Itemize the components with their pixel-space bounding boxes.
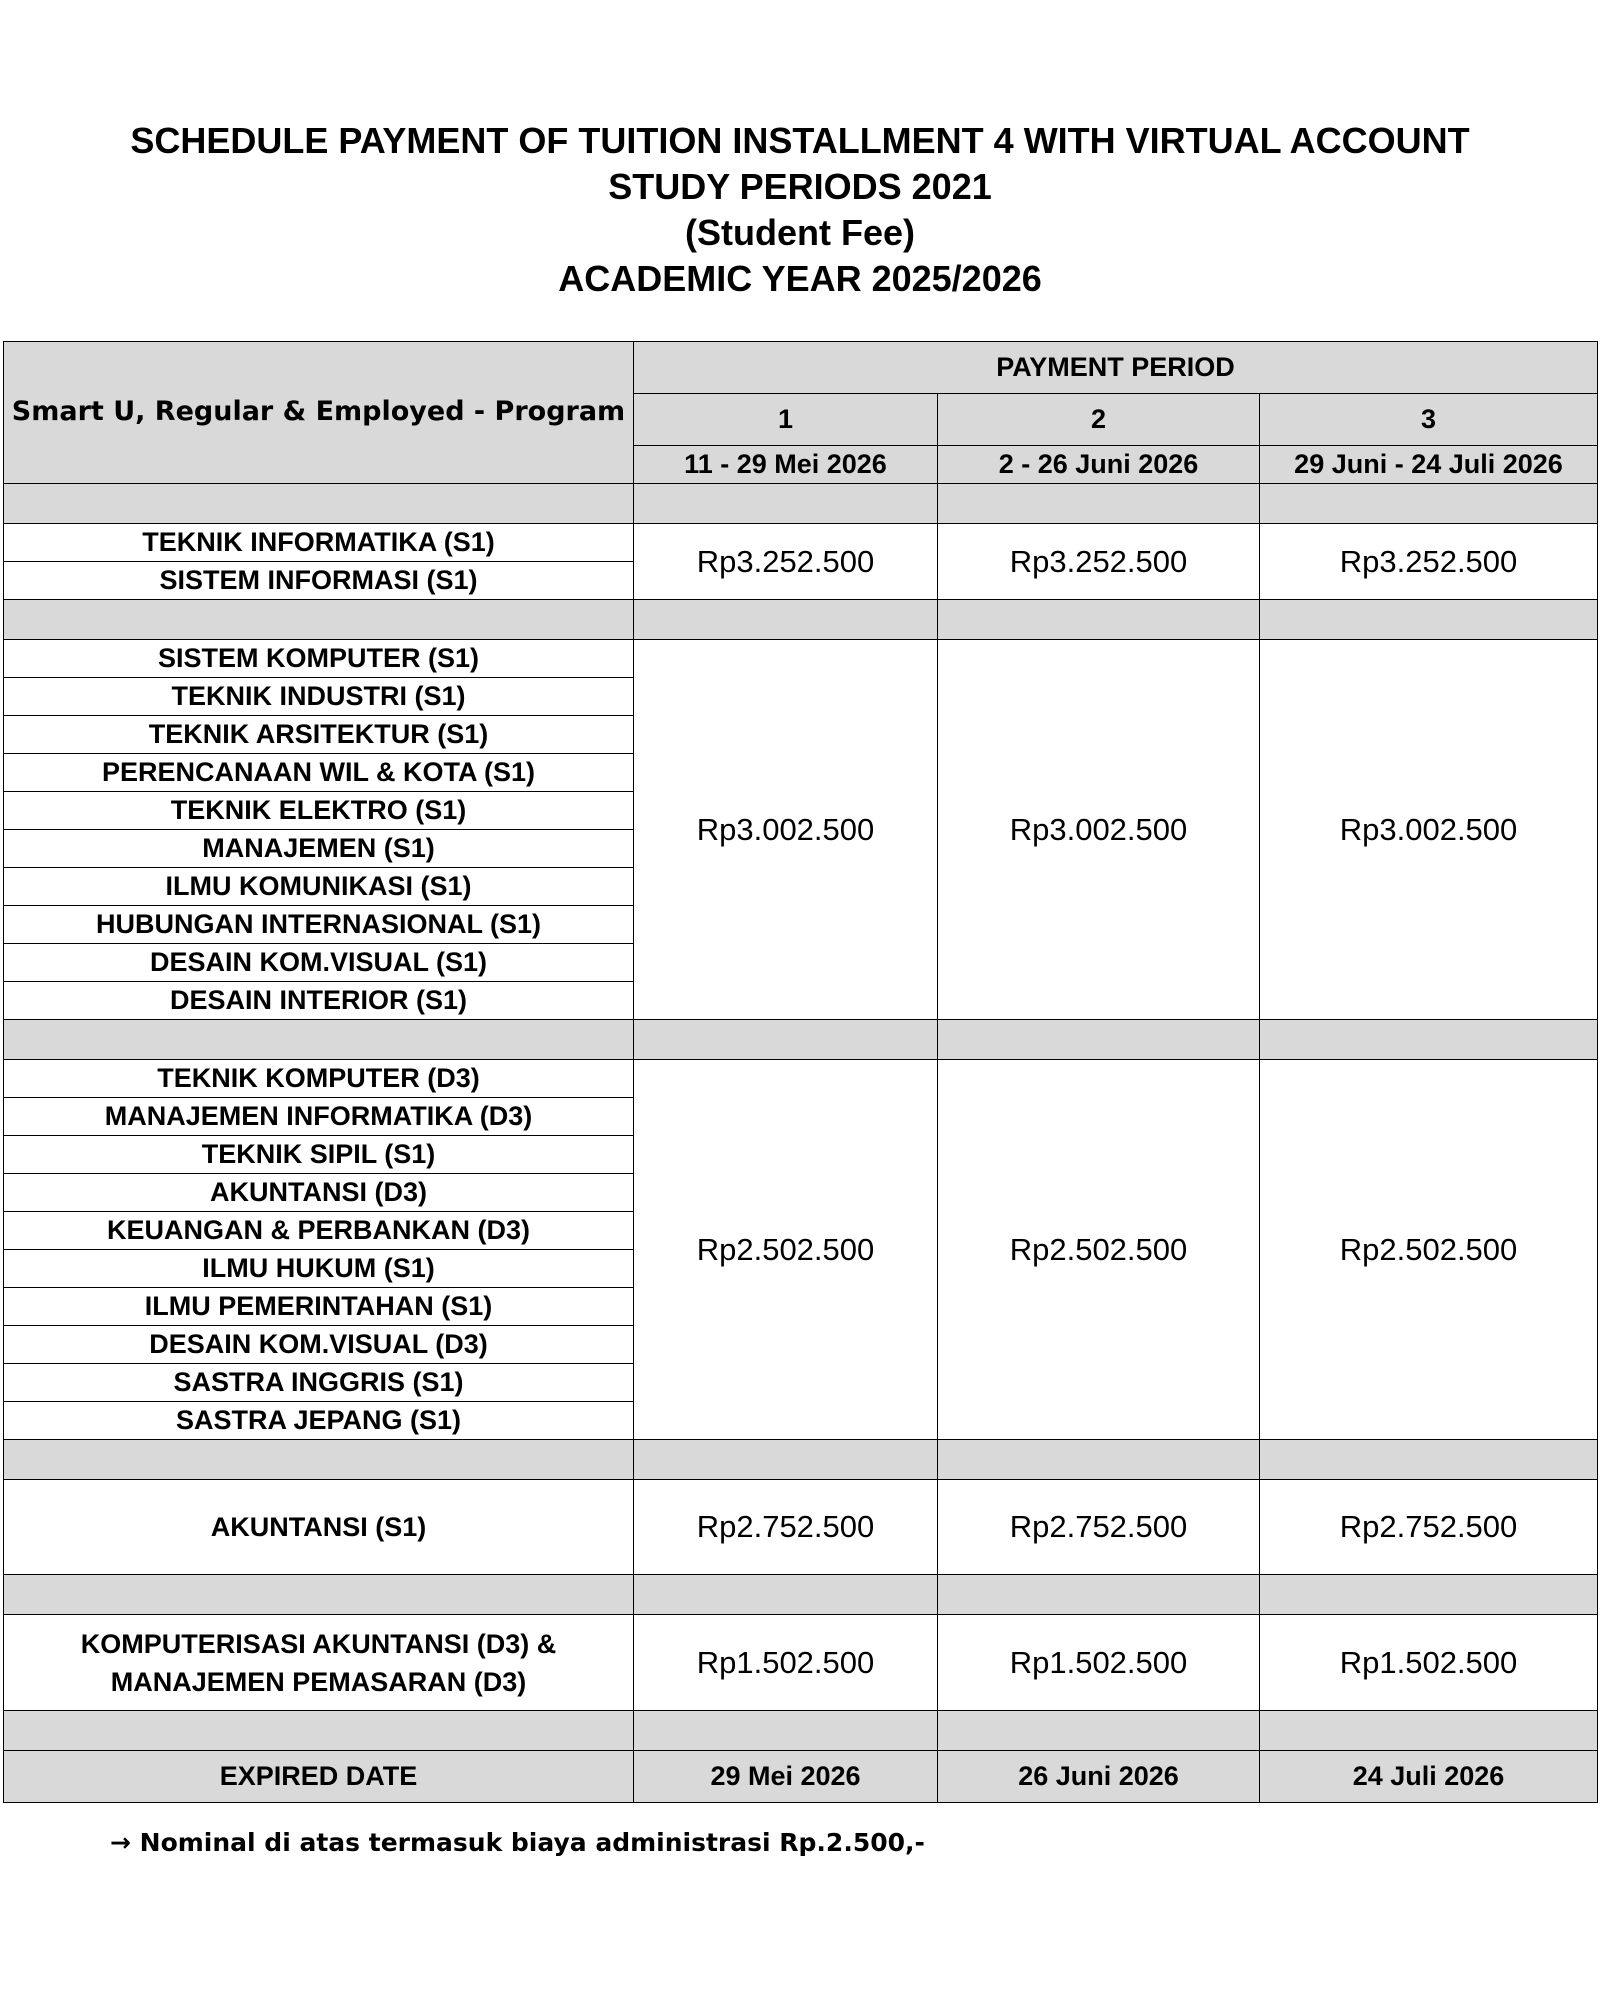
program-name: TEKNIK ARSITEKTUR (S1) [4,716,634,754]
title-line-2: STUDY PERIODS 2021 [608,166,992,207]
program-name: ILMU KOMUNIKASI (S1) [4,868,634,906]
amount-period-3: Rp2.752.500 [1260,1480,1598,1575]
expired-date-3: 24 Juli 2026 [1260,1751,1598,1803]
document-title [0,118,1600,302]
amount-period-3: Rp1.502.500 [1260,1615,1598,1711]
program-name: TEKNIK SIPIL (S1) [4,1136,634,1174]
amount-period-2: Rp1.502.500 [938,1615,1260,1711]
amount-period-2: Rp2.502.500 [938,1060,1260,1440]
spacer-row [4,1020,1598,1060]
program-name: ILMU HUKUM (S1) [4,1250,634,1288]
period-number-2: 2 [938,394,1260,446]
program-name-line: KOMPUTERISASI AKUNTANSI (D3) & [80,1628,557,1659]
program-column-header: Smart U, Regular & Employed - Program [4,342,634,484]
amount-period-3: Rp2.502.500 [1260,1060,1598,1440]
program-name: KEUANGAN & PERBANKAN (D3) [4,1212,634,1250]
period-dates-1: 11 - 29 Mei 2026 [634,446,938,484]
program-name: TEKNIK ELEKTRO (S1) [4,792,634,830]
program-name: ILMU PEMERINTAHAN (S1) [4,1288,634,1326]
program-name: TEKNIK INFORMATIKA (S1) [4,524,634,562]
program-name: SASTRA INGGRIS (S1) [4,1364,634,1402]
period-dates-2: 2 - 26 Juni 2026 [938,446,1260,484]
program-name: TEKNIK KOMPUTER (D3) [4,1060,634,1098]
program-name: SISTEM KOMPUTER (S1) [4,640,634,678]
program-name: DESAIN KOM.VISUAL (S1) [4,944,634,982]
amount-period-2: Rp2.752.500 [938,1480,1260,1575]
program-name: SASTRA JEPANG (S1) [4,1402,634,1440]
spacer-row [4,1440,1598,1480]
program-name-line: MANAJEMEN PEMASARAN (D3) [110,1666,527,1697]
table-row [4,524,1598,562]
table-row [4,1480,1598,1575]
program-name: AKUNTANSI (D3) [4,1174,634,1212]
header-row [4,342,1598,394]
amount-period-2: Rp3.252.500 [938,524,1260,600]
period-number-1: 1 [634,394,938,446]
amount-period-1: Rp3.252.500 [634,524,938,600]
program-name: DESAIN INTERIOR (S1) [4,982,634,1020]
period-dates-3: 29 Juni - 24 Juli 2026 [1260,446,1598,484]
title-line-4: ACADEMIC YEAR 2025/2026 [558,258,1042,299]
program-name: TEKNIK INDUSTRI (S1) [4,678,634,716]
title-line-1: SCHEDULE PAYMENT OF TUITION INSTALLMENT 4 WITH VIRTUAL ACCOUNT [130,120,1470,161]
amount-period-1: Rp3.002.500 [634,640,938,1020]
amount-period-1: Rp1.502.500 [634,1615,938,1711]
spacer-row [4,1711,1598,1751]
amount-period-3: Rp3.252.500 [1260,524,1598,600]
amount-period-1: Rp2.502.500 [634,1060,938,1440]
period-number-3: 3 [1260,394,1598,446]
program-name: DESAIN KOM.VISUAL (D3) [4,1326,634,1364]
program-name: MANAJEMEN (S1) [4,830,634,868]
table-row [4,1615,1598,1711]
spacer-row [4,600,1598,640]
admin-fee-note: → Nominal di atas termasuk biaya administrasi Rp.2.500,- [110,1828,925,1857]
expired-date-1: 29 Mei 2026 [634,1751,938,1803]
program-name: SISTEM INFORMASI (S1) [4,562,634,600]
program-name [4,1615,634,1711]
table-row [4,1060,1598,1098]
payment-period-header: PAYMENT PERIOD [634,342,1598,394]
program-name: MANAJEMEN INFORMATIKA (D3) [4,1098,634,1136]
program-name: HUBUNGAN INTERNASIONAL (S1) [4,906,634,944]
amount-period-1: Rp2.752.500 [634,1480,938,1575]
amount-period-2: Rp3.002.500 [938,640,1260,1020]
title-line-3: (Student Fee) [685,212,915,253]
program-name: PERENCANAAN WIL & KOTA (S1) [4,754,634,792]
expired-date-label: EXPIRED DATE [4,1751,634,1803]
program-name: AKUNTANSI (S1) [4,1480,634,1575]
expired-date-2: 26 Juni 2026 [938,1751,1260,1803]
spacer-row [4,1575,1598,1615]
table-row [4,640,1598,678]
expired-date-row [4,1751,1598,1803]
amount-period-3: Rp3.002.500 [1260,640,1598,1020]
payment-schedule-table [3,341,1598,1803]
spacer-row [4,484,1598,524]
